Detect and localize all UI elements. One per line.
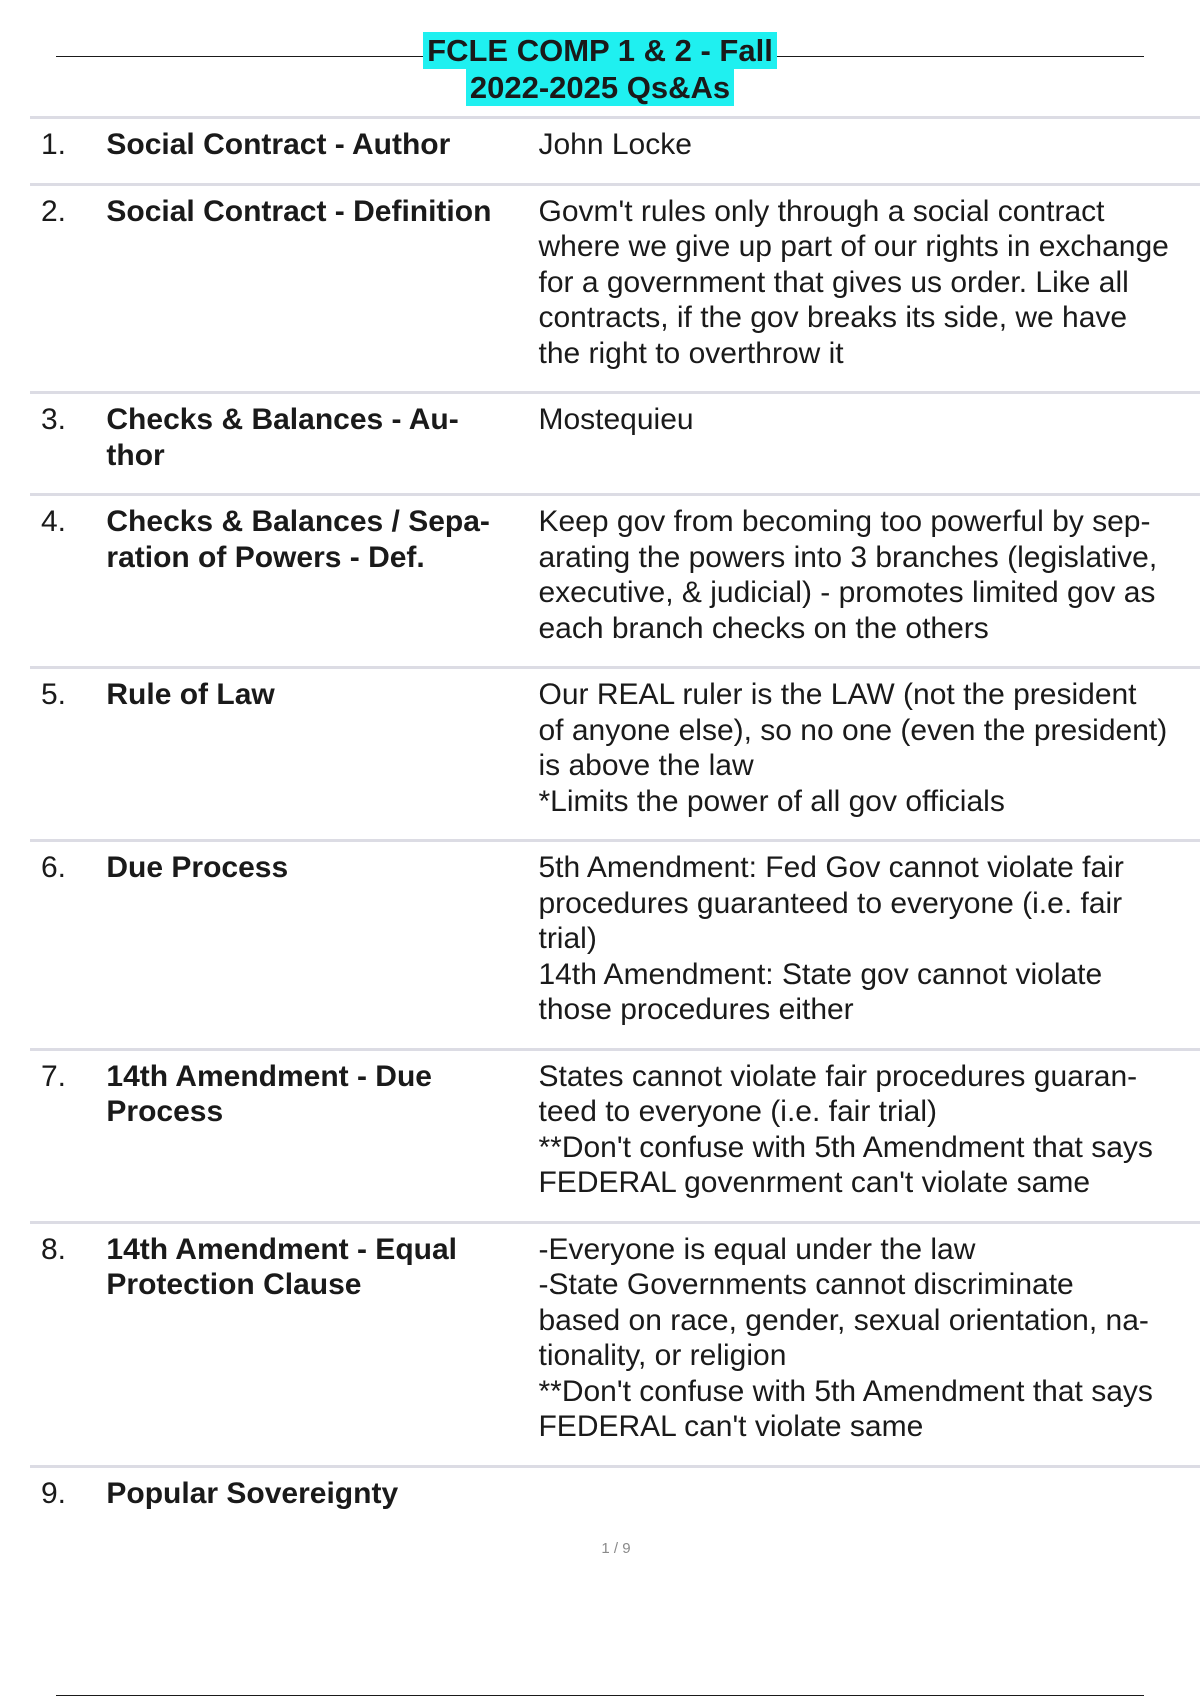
definition-text: Our REAL ruler is the LAW (not the president of anyone else), so no one (even the president) is above the law *Limits the power of all gov officials [538,678,1168,818]
item-term [105,1049,537,1222]
item-term [105,1222,537,1466]
item-definition [537,393,1200,495]
item-definition [537,841,1200,1050]
definition-text: Mostequieu [538,403,694,436]
item-definition [537,118,1200,185]
term-text: Checks & Balances - Au- thor [106,403,459,472]
term-text: Social Contract - Author [106,128,451,161]
definition-text: -Everyone is equal under the law -State Governments cannot discriminate based on race, gender, sexual orientation, na- tionality, or religion **Don't confuse with 5th Amendment that says FEDERAL can't violate same [538,1232,1153,1443]
item-number: 4. [30,495,105,668]
definition-text: Keep gov from becoming too powerful by sep- arating the powers into 3 branches (legislative, executive, & judicial) - promotes limited gov as each branch checks on the others [538,505,1158,645]
qa-row [30,1222,1200,1466]
document-header [56,32,1144,106]
item-definition [537,1222,1200,1466]
title-line-2: 2022-2025 Qs&As [466,69,734,106]
qa-row [30,1466,1200,1515]
definition-text: Govm't rules only through a social contract where we give up part of our rights in exchange for a government that gives us order. Like all contracts, if the gov breaks its side, we have the right to overthrow it [538,194,1169,370]
term-text: Rule of Law [106,678,275,711]
item-term [105,1466,537,1515]
definition-text: 5th Amendment: Fed Gov cannot violate fair procedures guaranteed to everyone (i.e. fair trial) 14th Amendment: State gov cannot violate those procedures either [538,851,1124,1026]
item-term [105,118,537,185]
page-number: 1 / 9 [601,1540,631,1557]
item-term [105,184,537,393]
item-term [105,841,537,1050]
item-term [105,668,537,841]
item-definition [537,1049,1200,1222]
qa-row [30,184,1200,393]
term-text: 14th Amendment - Due Process [106,1059,432,1128]
term-text: Due Process [106,851,289,884]
item-number: 3. [30,393,105,495]
item-number: 5. [30,668,105,841]
footer-rule [56,1695,1144,1696]
title-line-1: FCLE COMP 1 & 2 - Fall [423,32,777,69]
item-number: 1. [30,118,105,185]
qa-row [30,393,1200,495]
qa-table [30,116,1200,1515]
item-term [105,495,537,668]
document-title [423,32,777,106]
item-number: 8. [30,1222,105,1466]
item-number: 9. [30,1466,105,1515]
qa-row [30,668,1200,841]
qa-row [30,1049,1200,1222]
definition-text: John Locke [538,128,692,161]
item-number: 7. [30,1049,105,1222]
term-text: Checks & Balances / Sepa- ration of Powers - Def. [106,505,490,574]
item-number: 6. [30,841,105,1050]
definition-text: States cannot violate fair procedures guaran- teed to everyone (i.e. fair trial) **Don't confuse with 5th Amendment that says FEDERAL govenrment can't violate same [538,1059,1153,1199]
item-definition [537,495,1200,668]
item-definition [537,668,1200,841]
item-definition [537,1466,1200,1515]
qa-row [30,841,1200,1050]
item-term [105,393,537,495]
item-number: 2. [30,184,105,393]
qa-row [30,118,1200,185]
term-text: 14th Amendment - Equal Protection Clause [106,1232,457,1301]
term-text: Popular Sovereignty [106,1476,399,1510]
item-definition [537,184,1200,393]
qa-row [30,495,1200,668]
term-text: Social Contract - Definition [106,194,492,228]
